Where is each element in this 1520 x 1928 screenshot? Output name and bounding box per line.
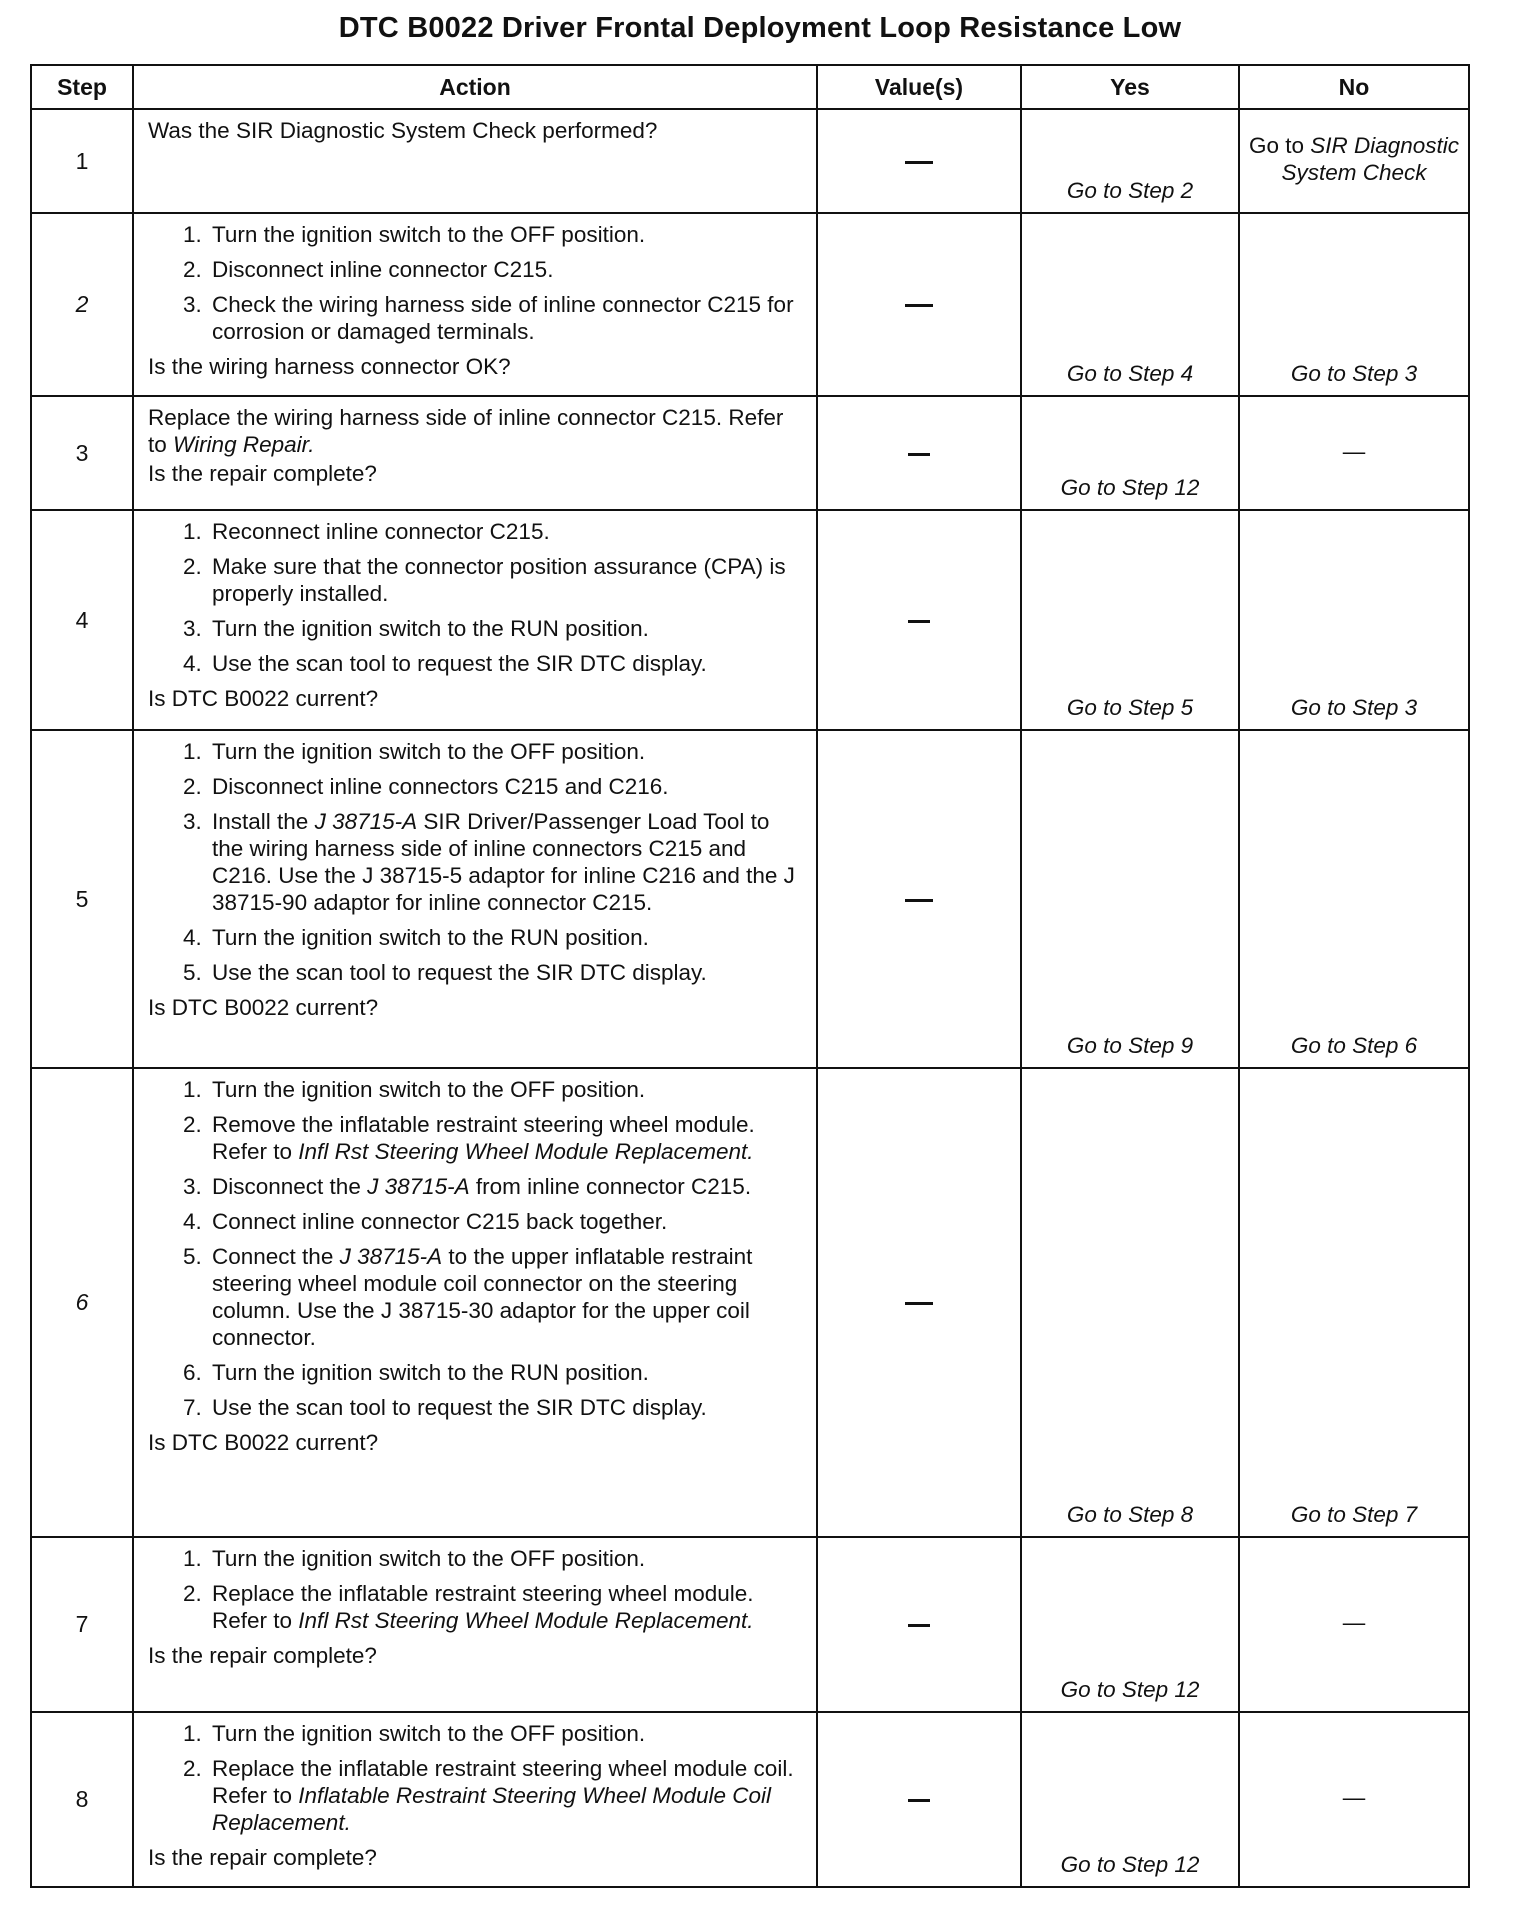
question-text: Is DTC B0022 current? [148,686,379,711]
yes-cell: Go to Step 9 [1021,730,1239,1068]
no-cell: — [1239,1537,1469,1712]
header-action: Action [133,65,817,109]
step-number: 3 [31,396,133,510]
substep [208,1173,806,1200]
no-cell: Go to Step 3 [1239,213,1469,396]
value-cell [817,1068,1021,1537]
substep: 4. Turn the ignition switch to the RUN position. [208,924,806,951]
no-cell: Go to Step 3 [1239,510,1469,730]
no-link-text: SIR Diagnostic System Check [1281,133,1460,185]
dash-mark [905,161,933,164]
no-cell: Go to Step 6 [1239,730,1469,1068]
substep-text: Replace the inflatable restraint steering wheel module coil. Refer to [212,1756,794,1808]
no-prefix: Go to [1248,133,1311,158]
substep [208,808,806,916]
dash-mark [908,1624,930,1627]
yes-cell: Go to Step 12 [1021,396,1239,510]
value-cell [817,1712,1021,1887]
substep-list [148,1076,806,1421]
question-text: Was the SIR Diagnostic System Check performed? [148,118,658,143]
substep: 1. Turn the ignition switch to the OFF position. [208,1076,806,1103]
substep: 4. Use the scan tool to request the SIR DTC display. [208,650,806,677]
no-cell: Go to Step 7 [1239,1068,1469,1537]
table-row [31,1068,1469,1537]
dash-mark [905,899,933,902]
tool-reference: J 38715-A [314,809,418,834]
substep-list [148,1545,806,1634]
step-number: 1 [31,109,133,213]
dash-mark [908,453,930,456]
substep-list [148,738,806,986]
substep: 2. Disconnect inline connector C215. [208,256,806,283]
tool-reference: J 38715-A [339,1244,443,1269]
substep: 3. Check the wiring harness side of inline connector C215 for corrosion or damaged terminals. [208,291,806,345]
action-cell [133,213,817,396]
action-cell [133,1068,817,1537]
table-row [31,109,1469,213]
substep: 3. Turn the ignition switch to the RUN position. [208,615,806,642]
substep [208,1243,806,1351]
table-row [31,396,1469,510]
substep-text: SIR Driver/Passenger Load Tool to the wiring harness side of inline connectors C215 and C216. Use the J 38715-5 adaptor for inline C216 and the J 38715-90 adaptor for inline connector C215. [212,809,795,915]
step-number: 6 [31,1068,133,1537]
substep-text: to the upper inflatable restraint steering wheel module coil connector on the steering column. Use the J 38715-30 adaptor for the upper coil connector. [212,1244,753,1350]
substep-text: Remove the inflatable restraint steering wheel module. Refer to [212,1112,755,1164]
question-text: Is the repair complete? [148,1643,377,1668]
dash-mark [905,304,933,307]
substep-text: Disconnect the [212,1174,368,1199]
action-cell [133,109,817,213]
action-cell [133,730,817,1068]
question-text: Is the repair complete? [148,461,377,486]
step-number: 7 [31,1537,133,1712]
header-values: Value(s) [817,65,1021,109]
substep: 1. Turn the ignition switch to the OFF position. [208,1545,806,1572]
question-text: Is DTC B0022 current? [148,1430,379,1455]
question-text: Is DTC B0022 current? [148,995,379,1020]
substep: 1. Turn the ignition switch to the OFF position. [208,221,806,248]
question-text: Is the wiring harness connector OK? [148,354,511,379]
procedure-reference: Infl Rst Steering Wheel Module Replacement. [298,1139,754,1164]
yes-cell: Go to Step 8 [1021,1068,1239,1537]
dash-mark [908,1799,930,1802]
substep-list [148,1720,806,1836]
yes-cell: Go to Step 5 [1021,510,1239,730]
substep-text: Replace the inflatable restraint steering wheel module. Refer to [212,1581,754,1633]
header-no: No [1239,65,1469,109]
value-cell [817,213,1021,396]
note-reference: Wiring Repair. [173,432,315,457]
value-cell [817,1537,1021,1712]
page-title: DTC B0022 Driver Frontal Deployment Loop Resistance Low [338,12,1182,44]
value-cell [817,396,1021,510]
action-cell [133,1537,817,1712]
dash-mark [908,620,930,623]
substep [208,1111,806,1165]
header-step: Step [31,65,133,109]
substep: 2. Make sure that the connector position assurance (CPA) is properly installed. [208,553,806,607]
header-yes: Yes [1021,65,1239,109]
substep-text: from inline connector C215. [469,1174,752,1199]
substep-text: Connect the [212,1244,340,1269]
header-row [31,65,1469,109]
step-number: 2 [31,213,133,396]
step-number: 4 [31,510,133,730]
action-cell [133,1712,817,1887]
no-cell: — [1239,1712,1469,1887]
substep: 5. Use the scan tool to request the SIR DTC display. [208,959,806,986]
action-cell [133,396,817,510]
value-cell [817,730,1021,1068]
yes-cell: Go to Step 12 [1021,1537,1239,1712]
substep: 1. Turn the ignition switch to the OFF position. [208,1720,806,1747]
substep-list [148,518,806,677]
yes-cell: Go to Step 2 [1021,109,1239,213]
no-cell [1239,109,1469,213]
procedure-reference: Inflatable Restraint Steering Wheel Module Coil Replacement. [212,1783,772,1835]
substep-text: Install the [212,809,315,834]
yes-cell: Go to Step 12 [1021,1712,1239,1887]
note-text: Replace the wiring harness side of inline connector C215. Refer to [148,405,784,457]
substep [208,1755,806,1836]
action-cell [133,510,817,730]
yes-cell: Go to Step 4 [1021,213,1239,396]
action-note [148,404,806,458]
value-cell [817,109,1021,213]
dash-mark [905,1302,933,1305]
table-row [31,213,1469,396]
step-number: 8 [31,1712,133,1887]
substep: 1. Turn the ignition switch to the OFF position. [208,738,806,765]
substep-list [148,221,806,345]
substep: 2. Disconnect inline connectors C215 and C216. [208,773,806,800]
substep: 7. Use the scan tool to request the SIR DTC display. [208,1394,806,1421]
no-cell: — [1239,396,1469,510]
value-cell [817,510,1021,730]
substep [208,1580,806,1634]
substep: 4. Connect inline connector C215 back together. [208,1208,806,1235]
table-row [31,1537,1469,1712]
substep: 6. Turn the ignition switch to the RUN position. [208,1359,806,1386]
question-text: Is the repair complete? [148,1845,377,1870]
diagnostic-table [30,64,1470,1888]
table-row [31,730,1469,1068]
procedure-reference: Infl Rst Steering Wheel Module Replacement. [298,1608,754,1633]
step-number: 5 [31,730,133,1068]
table-row [31,510,1469,730]
table-row [31,1712,1469,1887]
tool-reference: J 38715-A [367,1174,470,1199]
substep: 1. Reconnect inline connector C215. [208,518,806,545]
